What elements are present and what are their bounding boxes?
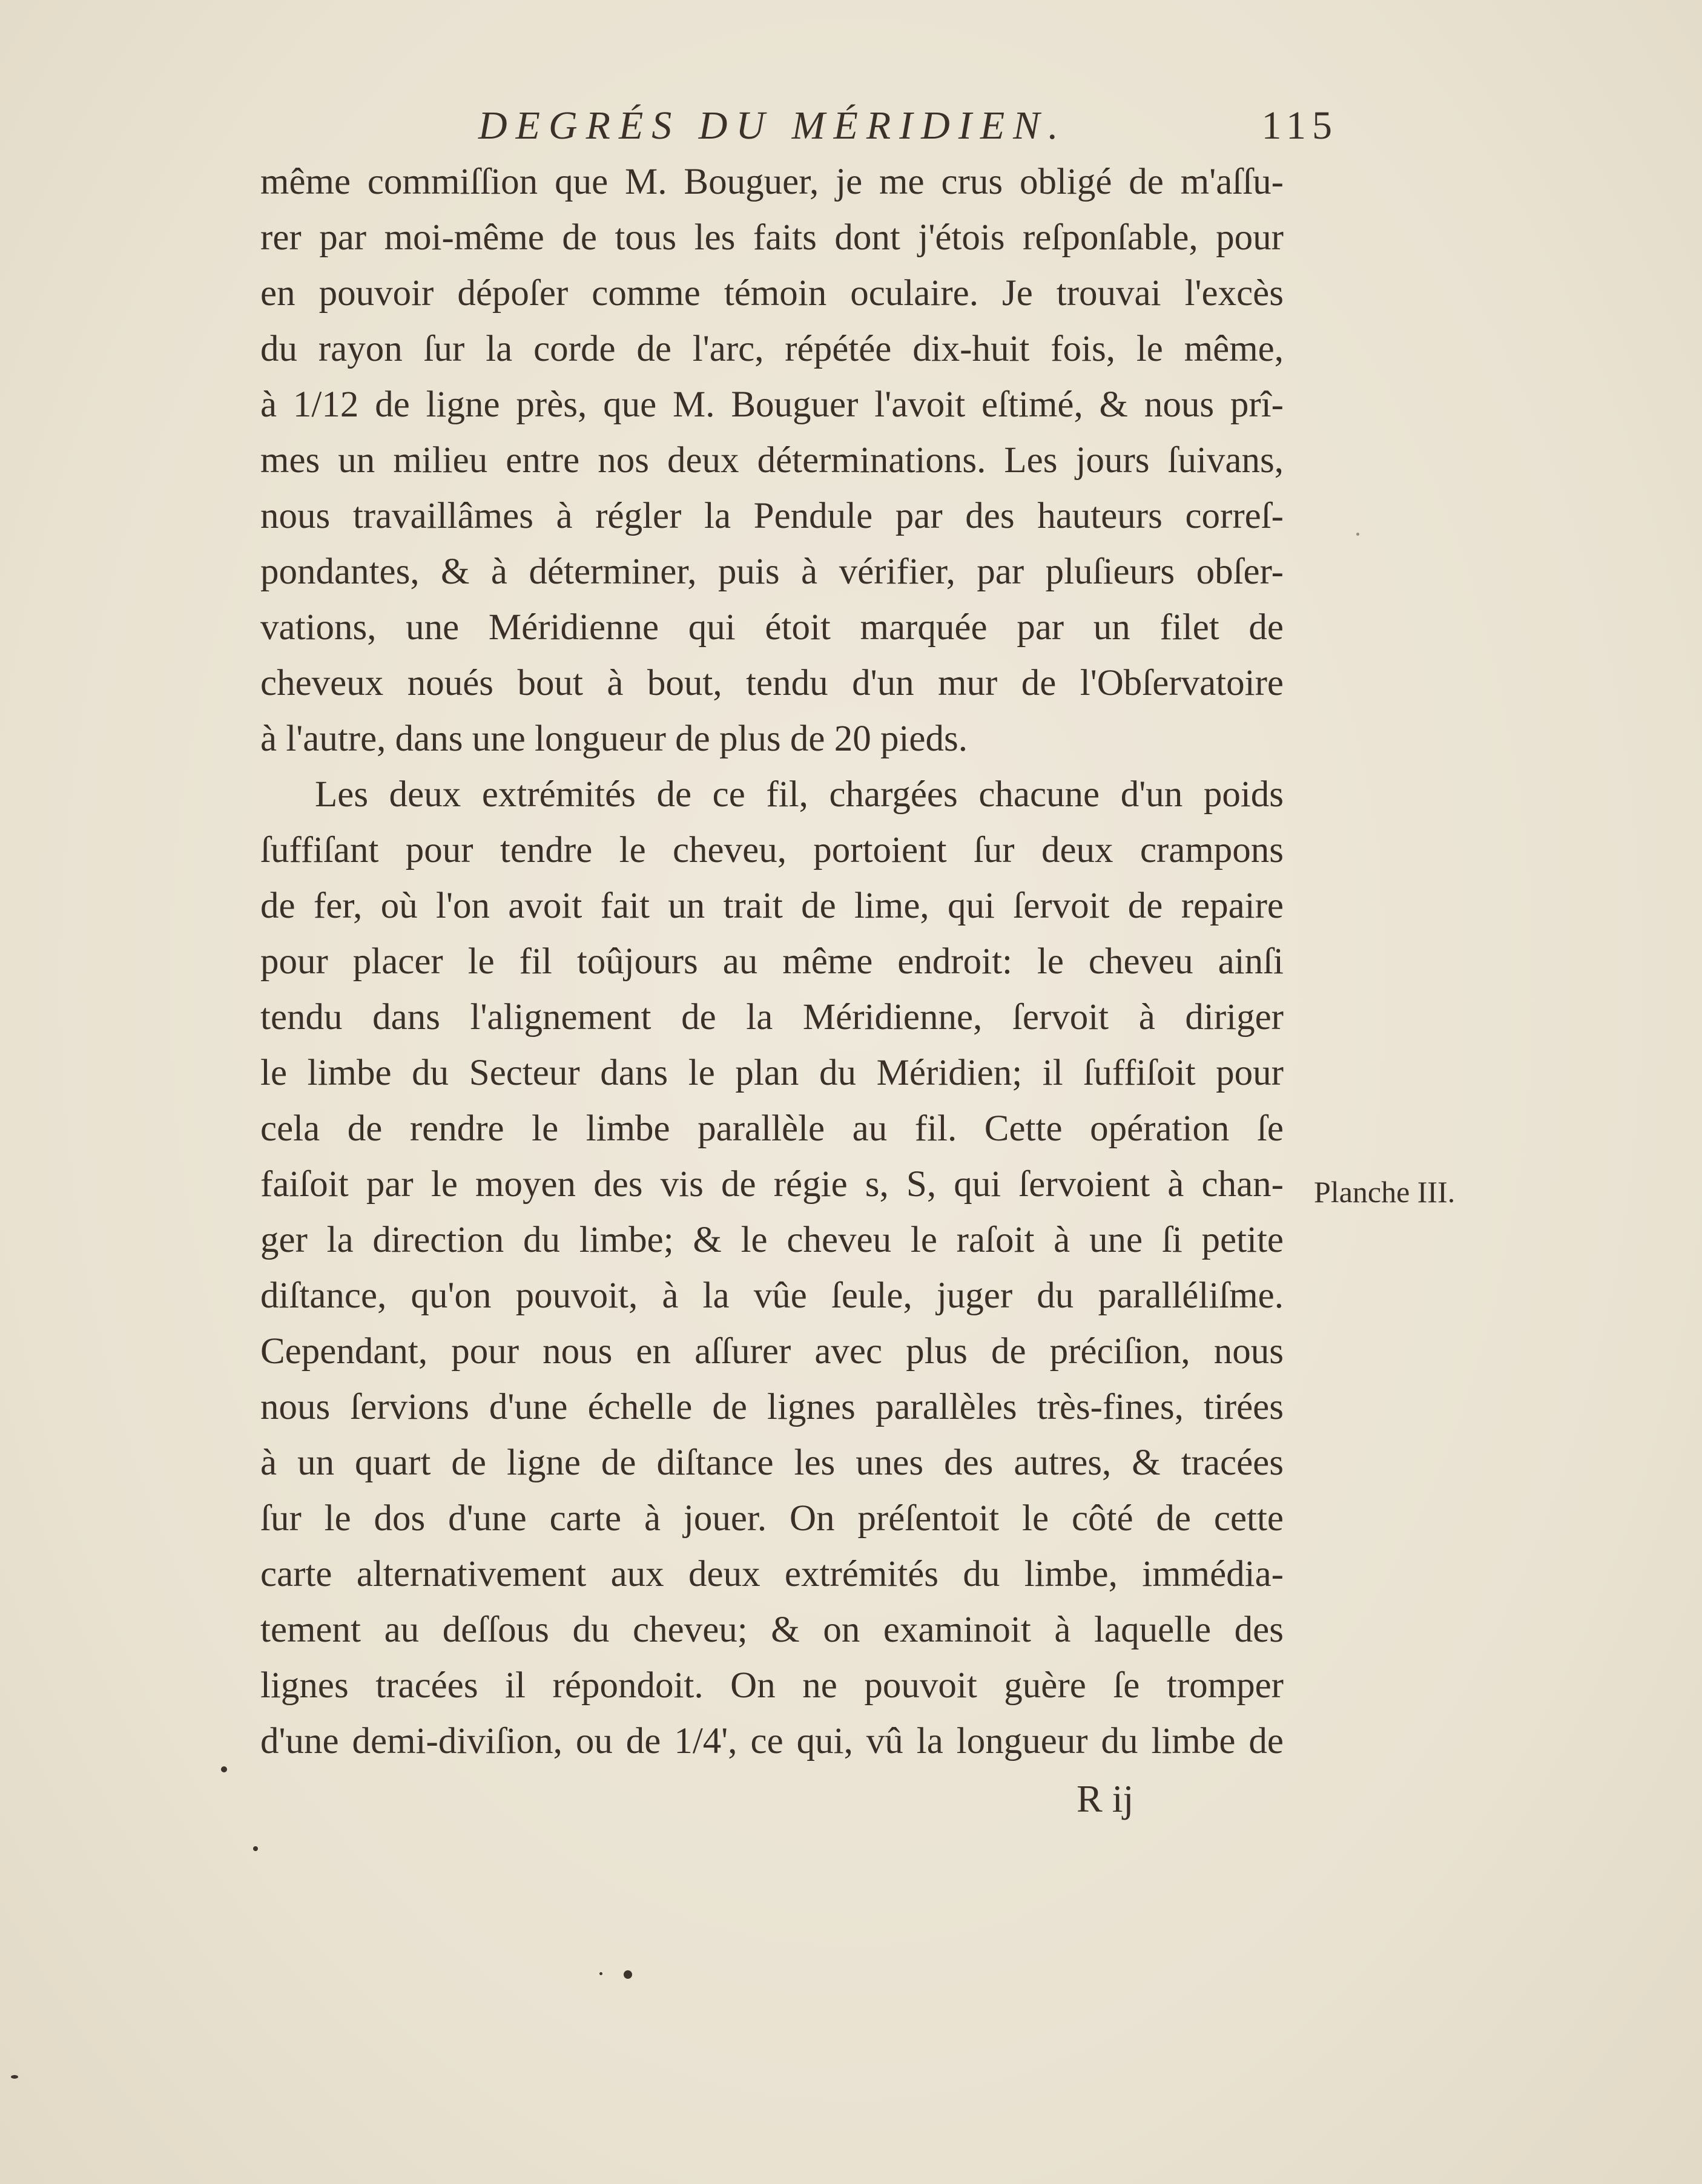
text-line: ſuffiſant pour tendre le cheveu, portoient ſur deux crampons [260, 830, 1284, 870]
text-line: de fer, où l'on avoit fait un trait de lime, qui ſervoit de repaire [260, 886, 1284, 926]
ink-speck [253, 1846, 258, 1851]
text-line: tement au deſſous du cheveu; & on examinoit à laquelle des [260, 1610, 1284, 1650]
running-head: DEGRÉS DU MÉRIDIEN. [478, 104, 1067, 148]
ink-speck [1356, 533, 1359, 536]
body-text [260, 154, 1284, 1769]
text-line: pondantes, & à déterminer, puis à vérifier, par pluſieurs obſer- [260, 551, 1284, 592]
text-line: Cependant, pour nous en aſſurer avec plus de préciſion, nous [260, 1331, 1284, 1372]
text-line: en pouvoir dépoſer comme témoin oculaire. Je trouvai l'excès [260, 273, 1284, 314]
signature-mark: R ij [1077, 1777, 1134, 1820]
text-line: lignes tracées il répondoit. On ne pouvoit guère ſe tromper [260, 1665, 1284, 1706]
text-line: d'une demi-diviſion, ou de 1/4', ce qui, vû la longueur du limbe de [260, 1721, 1284, 1761]
text-line: cela de rendre le limbe parallèle au fil. Cette opération ſe [260, 1108, 1284, 1149]
ink-speck [11, 2075, 18, 2079]
text-line: nous ſervions d'une échelle de lignes parallèles très-fines, tirées [260, 1387, 1284, 1427]
text-line: à 1/12 de ligne près, que M. Bouguer l'avoit eſtimé, & nous prî- [260, 384, 1284, 425]
text-line: le limbe du Secteur dans le plan du Méridien; il ſuffiſoit pour [260, 1053, 1284, 1093]
ink-speck [624, 1970, 632, 1979]
text-line: vations, une Méridienne qui étoit marquée par un filet de [260, 607, 1284, 648]
text-line: carte alternativement aux deux extrémités du limbe, immédia- [260, 1554, 1284, 1594]
text-line: à l'autre, dans une longueur de plus de 20 pieds. [260, 719, 968, 759]
page-number: 115 [1261, 104, 1338, 148]
text-line: pour placer le fil toûjours au même endroit: le cheveu ainſi [260, 941, 1284, 982]
text-line: du rayon ſur la corde de l'arc, répétée dix-huit fois, le même, [260, 329, 1284, 369]
text-line: mes un milieu entre nos deux déterminations. Les jours ſuivans, [260, 440, 1284, 481]
text-line: Les deux extrémités de ce fil, chargées chacune d'un poids [315, 774, 1284, 815]
text-line: tendu dans l'alignement de la Méridienne, ſervoit à diriger [260, 997, 1284, 1038]
text-line: nous travaillâmes à régler la Pendule par des hauteurs correſ- [260, 496, 1284, 536]
text-line: rer par moi-même de tous les faits dont j'étois reſponſable, pour [260, 217, 1284, 258]
text-line: ger la direction du limbe; & le cheveu le raſoit à une ſi petite [260, 1220, 1284, 1260]
ink-speck [221, 1766, 227, 1772]
text-line: diſtance, qu'on pouvoit, à la vûe ſeule, juger du paralléliſme. [260, 1275, 1284, 1316]
text-line: cheveux noués bout à bout, tendu d'un mur de l'Obſervatoire [260, 663, 1284, 703]
text-line: ſur le dos d'une carte à jouer. On préſentoit le côté de cette [260, 1498, 1284, 1539]
page-header [478, 103, 1338, 157]
text-line: faiſoit par le moyen des vis de régie s, S, qui ſervoient à chan- [260, 1164, 1284, 1205]
margin-note: Planche III. [1314, 1175, 1456, 1209]
ink-speck [599, 1972, 602, 1975]
text-line: à un quart de ligne de diſtance les unes des autres, & tracées [260, 1442, 1284, 1483]
text-line: même commiſſion que M. Bouguer, je me crus obligé de m'aſſu- [260, 162, 1284, 202]
